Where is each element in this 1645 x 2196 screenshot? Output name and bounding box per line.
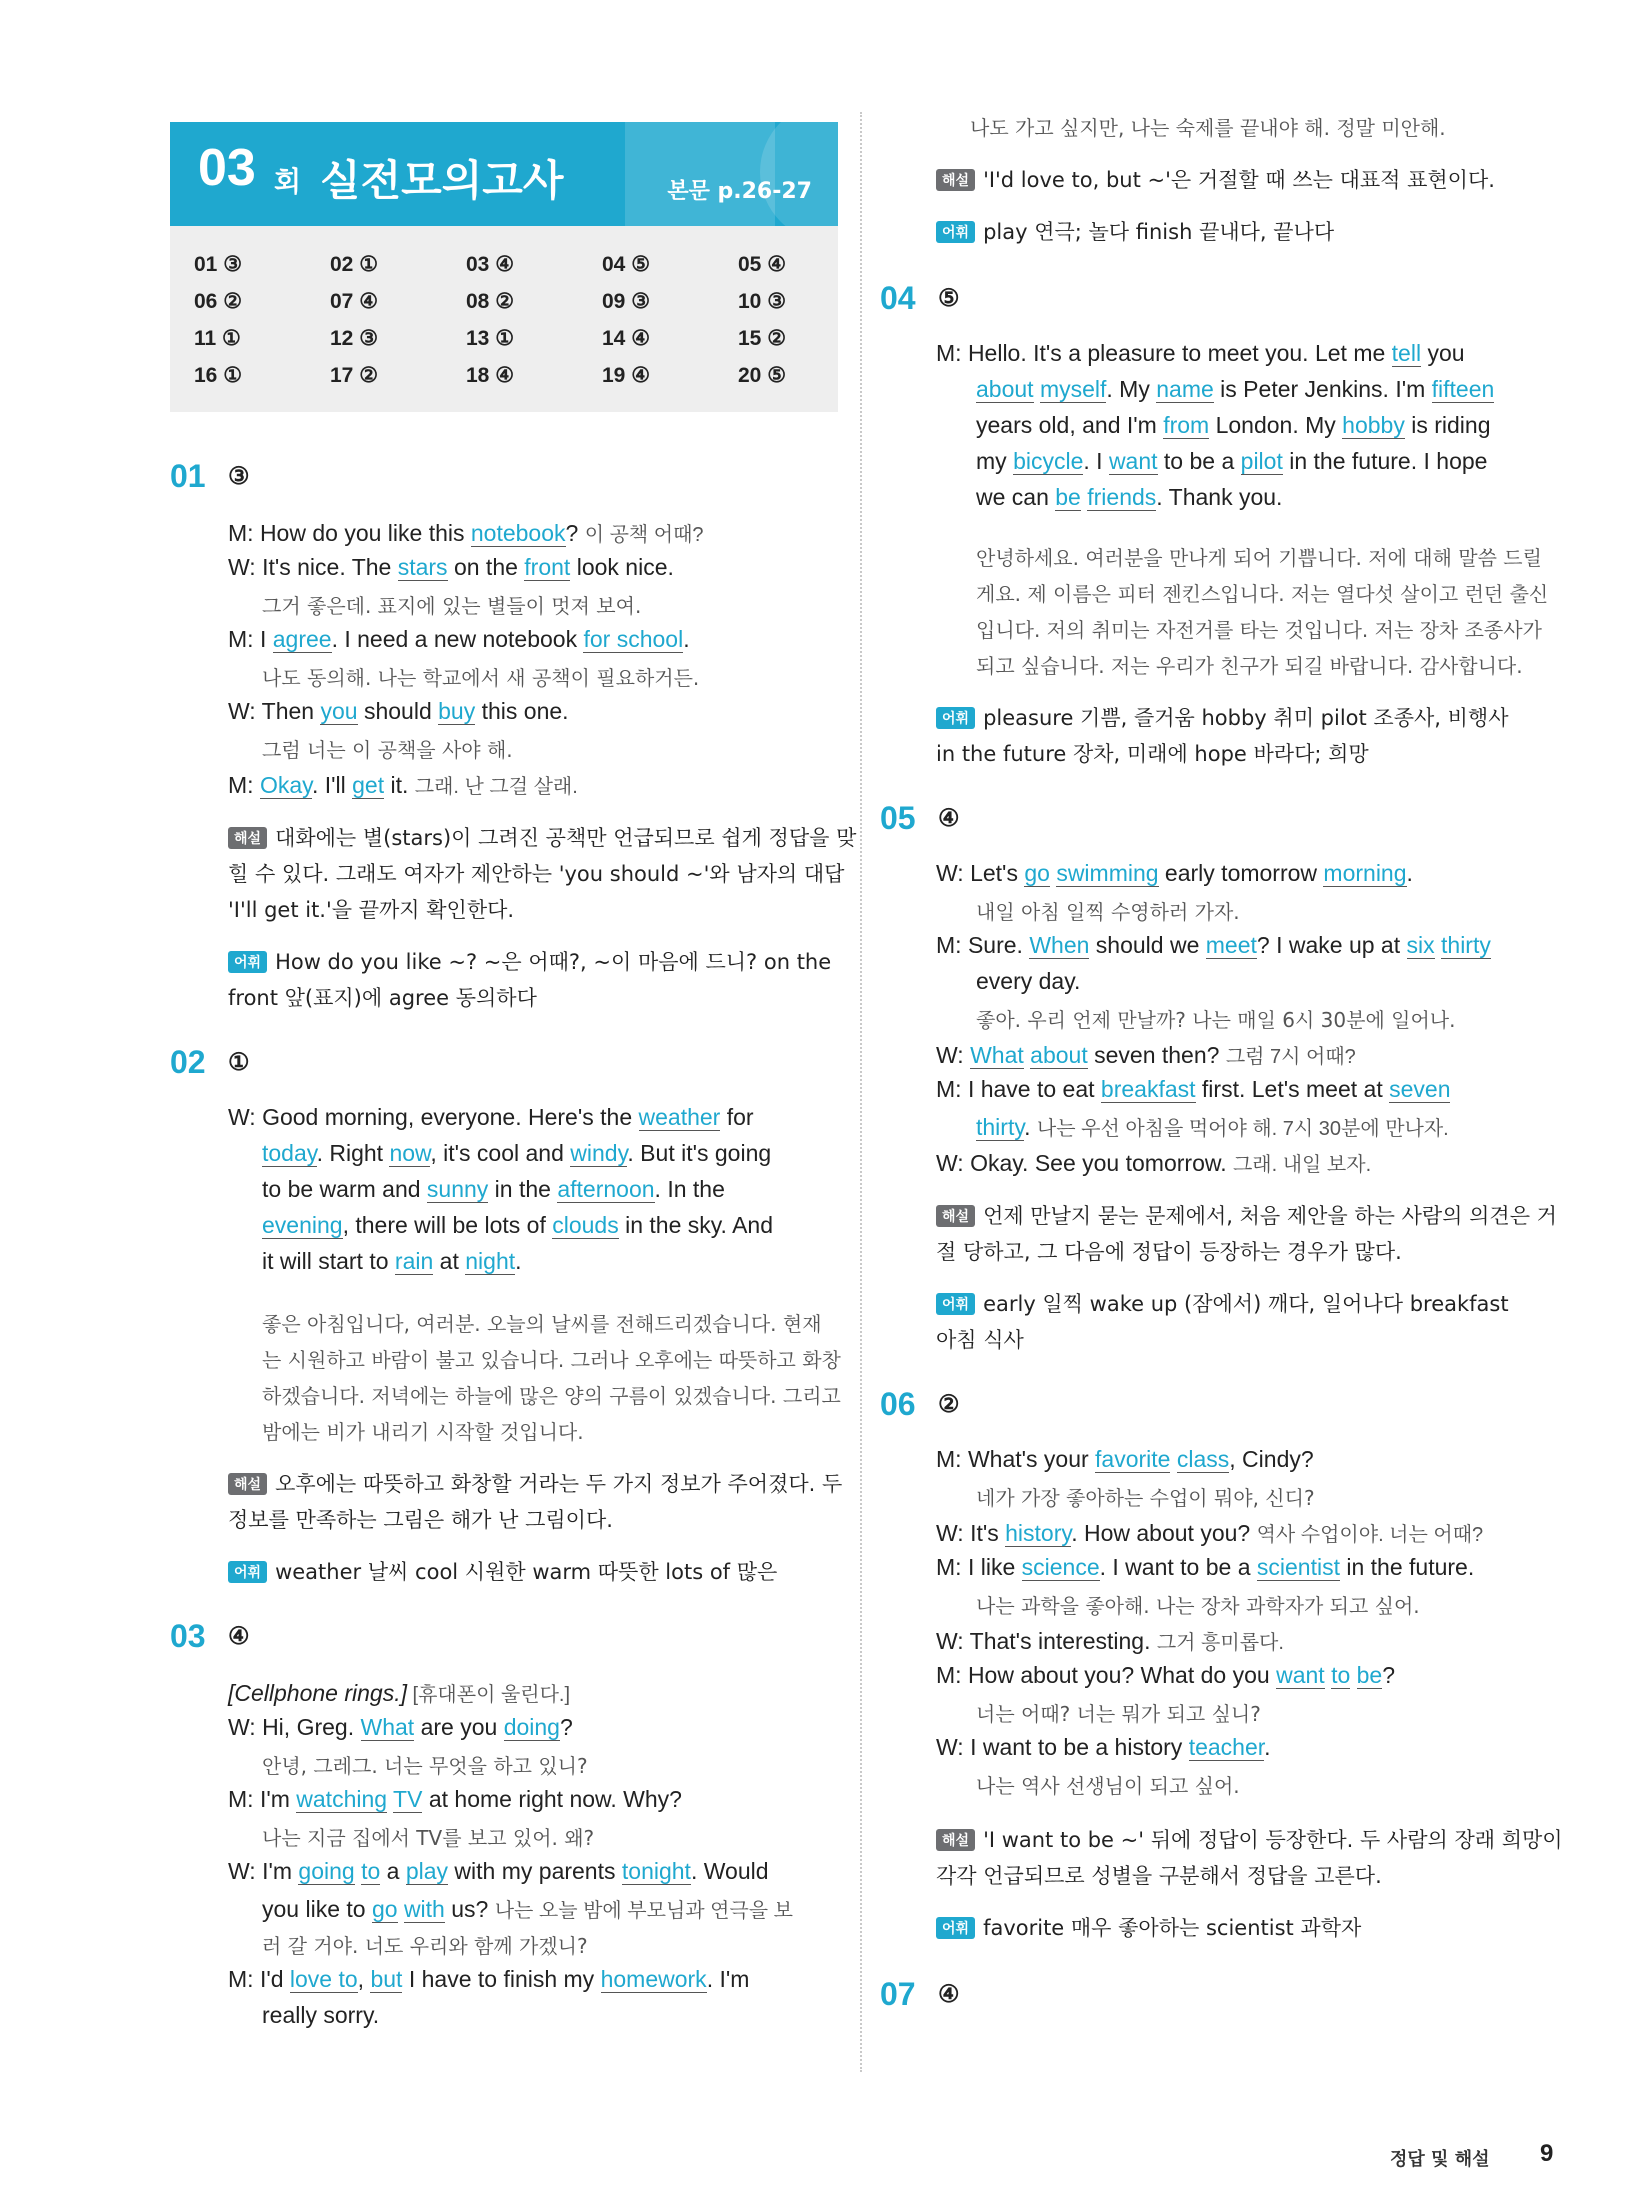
translation: 안녕하세요. 여러분을 만나게 되어 기쁩니다. 저에 대해 말씀 드릴 — [976, 546, 1542, 570]
question-answer: ④ — [938, 805, 960, 832]
dialogue-line: M: I like science. I want to be a scientist in the future. — [936, 1554, 1475, 1580]
test-number: 03 — [198, 139, 256, 197]
dialogue-translation: 나는 역사 선생님이 되고 싶어. — [976, 1774, 1240, 1798]
dialogue-translation: 나는 과학을 좋아해. 나는 장차 과학자가 되고 싶어. — [976, 1594, 1420, 1618]
dialogue-line: M: I'm watching TV at home right now. Why? — [228, 1786, 682, 1812]
answer-key-item: 07 ④ — [330, 290, 379, 313]
answer-key-item: 03 ④ — [466, 253, 515, 276]
dialogue-line: M: What's your favorite class, Cindy? — [936, 1446, 1314, 1472]
vocab-tag: 어휘 — [936, 1917, 975, 1939]
answer-key-item: 13 ① — [466, 327, 515, 350]
dialogue-line: M: I have to eat breakfast first. Let's meet at seven — [936, 1076, 1451, 1102]
dialogue-line: M: How do you like this notebook? 이 공책 어때? — [228, 520, 704, 546]
translation: 좋은 아침입니다, 여러분. 오늘의 날씨를 전해드리겠습니다. 현재 — [262, 1312, 822, 1336]
explanation-tag: 해설 — [936, 169, 975, 191]
dialogue-line: years old, and I'm from London. My hobby is riding — [976, 412, 1491, 438]
answer-key-item: 02 ① — [330, 253, 379, 276]
question-number: 03 — [170, 1618, 206, 1654]
dialogue-translation: 안녕, 그레그. 너는 무엇을 하고 있니? — [262, 1754, 588, 1778]
explanation: 해설 'I want to be ~' 뒤에 정답이 등장한다. 두 사람의 장래 희망이 — [936, 1824, 1563, 1854]
dialogue-line: today. Right now, it's cool and windy. But it's going — [262, 1140, 772, 1166]
explanation: 해설 대화에는 별(stars)이 그려진 공책만 언급되므로 쉽게 정답을 맞 — [228, 822, 856, 852]
answer-key-item: 14 ④ — [602, 327, 651, 350]
dialogue-line: every day. — [976, 968, 1081, 994]
translation: 입니다. 저의 취미는 자전거를 타는 것입니다. 저는 장차 조종사가 — [976, 618, 1542, 642]
dialogue-line: W: Let's go swimming early tomorrow morning. — [936, 860, 1413, 886]
dialogue-line: my bicycle. I want to be a pilot in the future. I hope — [976, 448, 1488, 474]
vocabulary: 어휘 weather 날씨 cool 시원한 warm 따뜻한 lots of 많은 — [228, 1556, 777, 1586]
answer-key-item: 16 ① — [194, 364, 243, 387]
dialogue-line: you like to go with us? 나는 오늘 밤에 부모님과 연극을 보 — [262, 1896, 793, 1922]
dialogue-line: W: Good morning, everyone. Here's the weather for — [228, 1104, 754, 1130]
dialogue-line: W: It's history. How about you? 역사 수업이야. 너는 어때? — [936, 1520, 1484, 1546]
question-number: 01 — [170, 458, 206, 494]
dialogue-line: W: Hi, Greg. What are you doing? — [228, 1714, 573, 1740]
dialogue-translation: 나도 가고 싶지만, 나는 숙제를 끝내야 해. 정말 미안해. — [970, 116, 1446, 140]
vocab-tag: 어휘 — [936, 1293, 975, 1315]
vocab-tag: 어휘 — [228, 951, 267, 973]
dialogue-line: W: I'm going to a play with my parents tonight. Would — [228, 1858, 769, 1884]
answer-key-item: 10 ③ — [738, 290, 787, 313]
page-reference: 본문 p.26-27 — [667, 179, 812, 204]
dialogue-translation: 그럼 너는 이 공책을 사야 해. — [262, 738, 513, 762]
explanation-cont: 절 당하고, 그 다음에 정답이 등장하는 경우가 많다. — [936, 1240, 1402, 1264]
vocab-tag: 어휘 — [936, 707, 975, 729]
vocabulary: 어휘 early 일찍 wake up (잠에서) 깨다, 일어나다 breakfast — [936, 1288, 1509, 1318]
dialogue-line: W: What about seven then? 그럼 7시 어때? — [936, 1042, 1356, 1068]
explanation: 해설 오후에는 따뜻하고 화창할 거라는 두 가지 정보가 주어졌다. 두 — [228, 1468, 842, 1498]
dialogue-translation: 러 갈 거야. 너도 우리와 함께 가겠니? — [262, 1934, 588, 1958]
vocab-tag: 어휘 — [936, 221, 975, 243]
dialogue-translation: 내일 아침 일찍 수영하러 가자. — [976, 900, 1240, 924]
vocab-tag: 어휘 — [228, 1561, 267, 1583]
answer-key-item: 08 ② — [466, 290, 515, 313]
vocabulary-cont: in the future 장차, 미래에 hope 바라다; 희망 — [936, 742, 1369, 766]
translation: 되고 싶습니다. 저는 우리가 친구가 되길 바랍니다. 감사합니다. — [976, 654, 1523, 678]
answer-key-item: 05 ④ — [738, 253, 787, 276]
dialogue-line: W: I want to be a history teacher. — [936, 1734, 1271, 1760]
answer-key-item: 12 ③ — [330, 327, 379, 350]
vocabulary: 어휘 pleasure 기쁨, 즐거움 hobby 취미 pilot 조종사, 비행사 — [936, 702, 1508, 732]
explanation-cont: 'I'll get it.'을 끝까지 확인한다. — [228, 898, 515, 922]
vocabulary: 어휘 favorite 매우 좋아하는 scientist 과학자 — [936, 1912, 1361, 1942]
dialogue-translation: 나도 동의해. 나는 학교에서 새 공책이 필요하거든. — [262, 666, 700, 690]
explanation-cont: 정보를 만족하는 그림은 해가 난 그림이다. — [228, 1508, 613, 1532]
answer-key-item: 19 ④ — [602, 364, 651, 387]
question-number: 02 — [170, 1044, 206, 1080]
dialogue-translation: 그거 좋은데. 표지에 있는 별들이 멋져 보여. — [262, 594, 642, 618]
vocabulary-cont: 아침 식사 — [936, 1328, 1024, 1352]
dialogue-line: W: Okay. See you tomorrow. 그래. 내일 보자. — [936, 1150, 1372, 1176]
explanation: 해설 언제 만날지 묻는 문제에서, 처음 제안을 하는 사람의 의견은 거 — [936, 1200, 1557, 1230]
answer-key-item: 18 ④ — [466, 364, 515, 387]
translation: 는 시원하고 바람이 불고 있습니다. 그러나 오후에는 따뜻하고 화창 — [262, 1348, 841, 1372]
dialogue-line: M: Okay. I'll get it. 그래. 난 그걸 살래. — [228, 772, 578, 798]
dialogue-line: M: How about you? What do you want to be? — [936, 1662, 1396, 1688]
dialogue-line: it will start to rain at night. — [262, 1248, 522, 1274]
explanation-tag: 해설 — [228, 1473, 267, 1495]
translation: 게요. 제 이름은 피터 젠킨스입니다. 저는 열다섯 살이고 런던 출신 — [976, 582, 1549, 606]
dialogue-line: M: I'd love to, but I have to finish my homework. I'm — [228, 1966, 750, 1992]
question-answer: ③ — [228, 463, 250, 490]
dialogue-translation: 좋아. 우리 언제 만날까? 나는 매일 6시 30분에 일어나. — [976, 1008, 1456, 1032]
explanation-tag: 해설 — [936, 1829, 975, 1851]
column-divider — [860, 112, 862, 2072]
question-answer: ② — [938, 1391, 960, 1418]
answer-key-item: 15 ② — [738, 327, 787, 350]
answer-key-table — [170, 226, 838, 412]
answer-key-item: 11 ① — [194, 327, 241, 350]
answer-key-item: 20 ⑤ — [738, 364, 787, 387]
vocabulary: 어휘 play 연극; 놀다 finish 끝내다, 끝나다 — [936, 216, 1334, 246]
dialogue-translation: 나는 지금 집에서 TV를 보고 있어. 왜? — [262, 1826, 595, 1850]
answer-key-item: 17 ② — [330, 364, 379, 387]
answer-key-item: 01 ③ — [194, 253, 243, 276]
explanation: 해설 'I'd love to, but ~'은 거절할 때 쓰는 대표적 표현이다. — [936, 164, 1495, 194]
footer-section-label: 정답 및 해설 — [1390, 2149, 1490, 2170]
answer-key-item: 09 ③ — [602, 290, 651, 313]
question-number: 07 — [880, 1976, 916, 2012]
question-answer: ⑤ — [938, 285, 960, 312]
question-number: 04 — [880, 280, 916, 316]
explanation-tag: 해설 — [936, 1205, 975, 1227]
question-number: 06 — [880, 1386, 916, 1422]
dialogue-line: M: Sure. When should we meet? I wake up at six thirty — [936, 932, 1491, 958]
dialogue-line: evening, there will be lots of clouds in the sky. And — [262, 1212, 773, 1238]
explanation-cont: 각각 언급되므로 성별을 구분해서 정답을 고른다. — [936, 1864, 1382, 1888]
dialogue-line: to be warm and sunny in the afternoon. In the — [262, 1176, 725, 1202]
page-title: 실전모의고사 — [320, 156, 564, 205]
explanation-cont: 힐 수 있다. 그래도 여자가 제안하는 'you should ~'와 남자의 대답 — [228, 862, 845, 886]
dialogue-line: W: Then you should buy this one. — [228, 698, 569, 724]
dialogue-line: M: Hello. It's a pleasure to meet you. Let me tell you — [936, 340, 1465, 366]
question-answer: ④ — [938, 1981, 960, 2008]
dialogue-line: M: I agree. I need a new notebook for school. — [228, 626, 690, 652]
translation: 하겠습니다. 저녁에는 하늘에 많은 양의 구름이 있겠습니다. 그리고 — [262, 1384, 841, 1408]
stage-direction: [Cellphone rings.] [휴대폰이 울린다.] — [228, 1680, 571, 1706]
dialogue-line: about myself. My name is Peter Jenkins. I'm fifteen — [976, 376, 1495, 402]
vocabulary-cont: front 앞(표지)에 agree 동의하다 — [228, 986, 537, 1010]
test-round-label: 회 — [274, 165, 302, 198]
dialogue-translation: 네가 가장 좋아하는 수업이 뭐야, 신디? — [976, 1486, 1315, 1510]
question-number: 05 — [880, 800, 916, 836]
dialogue-line: thirty. 나는 우선 아침을 먹어야 해. 7시 30분에 만나자. — [976, 1114, 1449, 1140]
translation: 밤에는 비가 내리기 시작할 것입니다. — [262, 1420, 584, 1444]
dialogue-translation: 너는 어때? 너는 뭐가 되고 싶니? — [976, 1702, 1261, 1726]
answer-key-item: 06 ② — [194, 290, 243, 313]
explanation-tag: 해설 — [228, 827, 267, 849]
dialogue-line: W: It's nice. The stars on the front look nice. — [228, 554, 674, 580]
vocabulary: 어휘 How do you like ~? ~은 어때?, ~이 마음에 드니? on the — [228, 946, 831, 976]
dialogue-line: really sorry. — [262, 2002, 380, 2028]
answer-key-item: 04 ⑤ — [602, 253, 651, 276]
test-header — [170, 122, 838, 226]
question-answer: ① — [228, 1049, 250, 1076]
dialogue-line: we can be friends. Thank you. — [976, 484, 1283, 510]
page-number: 9 — [1540, 2140, 1554, 2167]
dialogue-line: W: That's interesting. 그거 흥미롭다. — [936, 1628, 1284, 1654]
question-answer: ④ — [228, 1623, 250, 1650]
